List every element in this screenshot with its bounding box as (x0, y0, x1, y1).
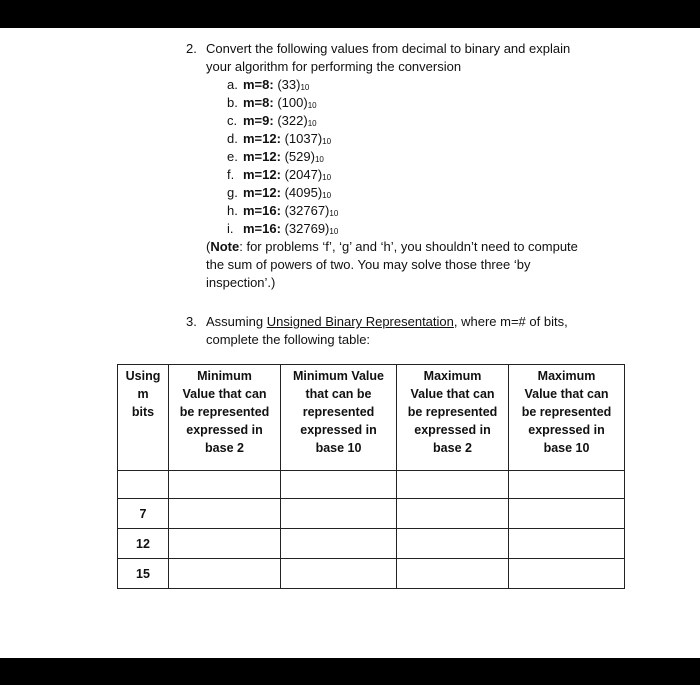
item-bits: m=9: (243, 113, 274, 128)
item-value: (322) (277, 113, 308, 128)
table-row (118, 499, 625, 529)
question-2-items (186, 76, 626, 238)
item-base: 10 (307, 101, 317, 110)
item-label: g. (227, 185, 238, 200)
item-label: i. (227, 221, 234, 236)
header-line: base 2 (205, 441, 244, 455)
header-line: m (137, 387, 149, 401)
header-cell (169, 365, 281, 471)
conversion-item (186, 202, 626, 220)
item-value: (2047) (284, 167, 323, 182)
note-line-2: the sum of powers of two. You may solve those three ‘by (206, 257, 531, 272)
note-line-1: (Note: for problems ‘f’, ‘g’ and ‘h’, you shouldn’t need to compute (206, 239, 578, 254)
empty-cell[interactable] (281, 471, 397, 499)
header-line: Using (125, 369, 161, 383)
header-line: be represented (179, 405, 270, 419)
item-bits: m=16: (243, 221, 281, 236)
answer-cell[interactable] (281, 499, 397, 529)
conversion-item (186, 130, 626, 148)
item-base: 10 (322, 137, 332, 146)
item-label: b. (227, 95, 238, 110)
answer-cell[interactable] (169, 529, 281, 559)
empty-cell[interactable] (509, 471, 625, 499)
question-3-text-2: complete the following table: (206, 332, 371, 347)
header-cell (281, 365, 397, 471)
item-value: (529) (284, 149, 315, 164)
question-2-line-1 (186, 40, 626, 58)
question-3-line-1 (186, 313, 626, 331)
answer-cell[interactable] (509, 559, 625, 589)
header-line: expressed in (528, 423, 605, 437)
header-cell (118, 365, 169, 471)
question-3-prefix: Assuming (206, 314, 267, 329)
answer-cell[interactable] (281, 529, 397, 559)
conversion-item (186, 148, 626, 166)
empty-cell[interactable] (118, 471, 169, 499)
item-bits: m=16: (243, 203, 281, 218)
item-base: 10 (329, 209, 339, 218)
header-line: be represented (521, 405, 612, 419)
question-2 (186, 40, 626, 292)
answer-cell[interactable] (509, 499, 625, 529)
item-label: h. (227, 203, 238, 218)
item-value: (33) (277, 77, 301, 92)
header-line: that can be (305, 387, 372, 401)
conversion-item (186, 112, 626, 130)
header-line: Minimum Value (293, 369, 384, 383)
conversion-item (186, 94, 626, 112)
empty-cell[interactable] (169, 471, 281, 499)
note-label: Note (210, 239, 240, 254)
item-value: (100) (277, 95, 308, 110)
top-black-bar (0, 0, 700, 28)
header-line: bits (131, 405, 155, 419)
question-3-suffix: , where m=# of bits, (453, 314, 568, 329)
header-line: expressed in (300, 423, 377, 437)
answer-cell[interactable] (281, 559, 397, 589)
header-line: expressed in (414, 423, 491, 437)
item-bits: m=12: (243, 167, 281, 182)
conversion-item (186, 220, 626, 238)
header-cell (397, 365, 509, 471)
header-line: Value that can (410, 387, 495, 401)
question-2-text-1: Convert the following values from decimal to binary and explain (206, 41, 571, 56)
bits-cell: 7 (118, 499, 169, 529)
question-3-number: 3. (186, 314, 197, 329)
answer-cell[interactable] (509, 529, 625, 559)
bits-table (117, 364, 625, 589)
item-value: (1037) (284, 131, 323, 146)
question-3 (186, 313, 626, 349)
item-value: (32767) (284, 203, 330, 218)
answer-cell[interactable] (169, 499, 281, 529)
item-base: 10 (307, 119, 317, 128)
item-label: f. (227, 167, 235, 182)
item-label: e. (227, 149, 238, 164)
header-line: Value that can (524, 387, 609, 401)
header-line: be represented (407, 405, 498, 419)
answer-cell[interactable] (397, 559, 509, 589)
header-cell (509, 365, 625, 471)
header-line: Minimum (197, 369, 252, 383)
item-bits: m=12: (243, 185, 281, 200)
conversion-item (186, 76, 626, 94)
item-base: 10 (329, 227, 339, 236)
answer-cell[interactable] (169, 559, 281, 589)
header-line: base 10 (543, 441, 590, 455)
question-2-text-2: your algorithm for performing the conversion (206, 59, 462, 74)
question-2-number: 2. (186, 41, 197, 56)
item-bits: m=12: (243, 149, 281, 164)
item-value: (32769) (284, 221, 330, 236)
conversion-item (186, 184, 626, 202)
table-row (118, 559, 625, 589)
header-line: Value that can (182, 387, 267, 401)
table-row-blank (118, 471, 625, 499)
item-label: a. (227, 77, 238, 92)
header-line: Maximum (537, 369, 596, 383)
bits-cell: 15 (118, 559, 169, 589)
bits-cell: 12 (118, 529, 169, 559)
unsigned-binary-link: Unsigned Binary Representation (266, 314, 454, 329)
item-bits: m=8: (243, 95, 274, 110)
item-bits: m=8: (243, 77, 274, 92)
item-label: c. (227, 113, 238, 128)
item-base: 10 (322, 191, 332, 200)
item-label: d. (227, 131, 238, 146)
item-base: 10 (314, 155, 324, 164)
note-text-1: : for problems ‘f’, ‘g’ and ‘h’, you shouldn’t need to compute (239, 239, 578, 254)
empty-cell[interactable] (397, 471, 509, 499)
bottom-black-bar (0, 658, 700, 685)
item-base: 10 (300, 83, 310, 92)
answer-cell[interactable] (397, 529, 509, 559)
table-row (118, 529, 625, 559)
header-line: expressed in (186, 423, 263, 437)
header-line: base 2 (433, 441, 472, 455)
header-line: represented (302, 405, 375, 419)
item-value: (4095) (284, 185, 323, 200)
note-line-3: inspection’.) (206, 275, 276, 290)
header-line: base 10 (315, 441, 362, 455)
item-bits: m=12: (243, 131, 281, 146)
conversion-item (186, 166, 626, 184)
header-line: Maximum (423, 369, 482, 383)
item-base: 10 (322, 173, 332, 182)
answer-cell[interactable] (397, 499, 509, 529)
